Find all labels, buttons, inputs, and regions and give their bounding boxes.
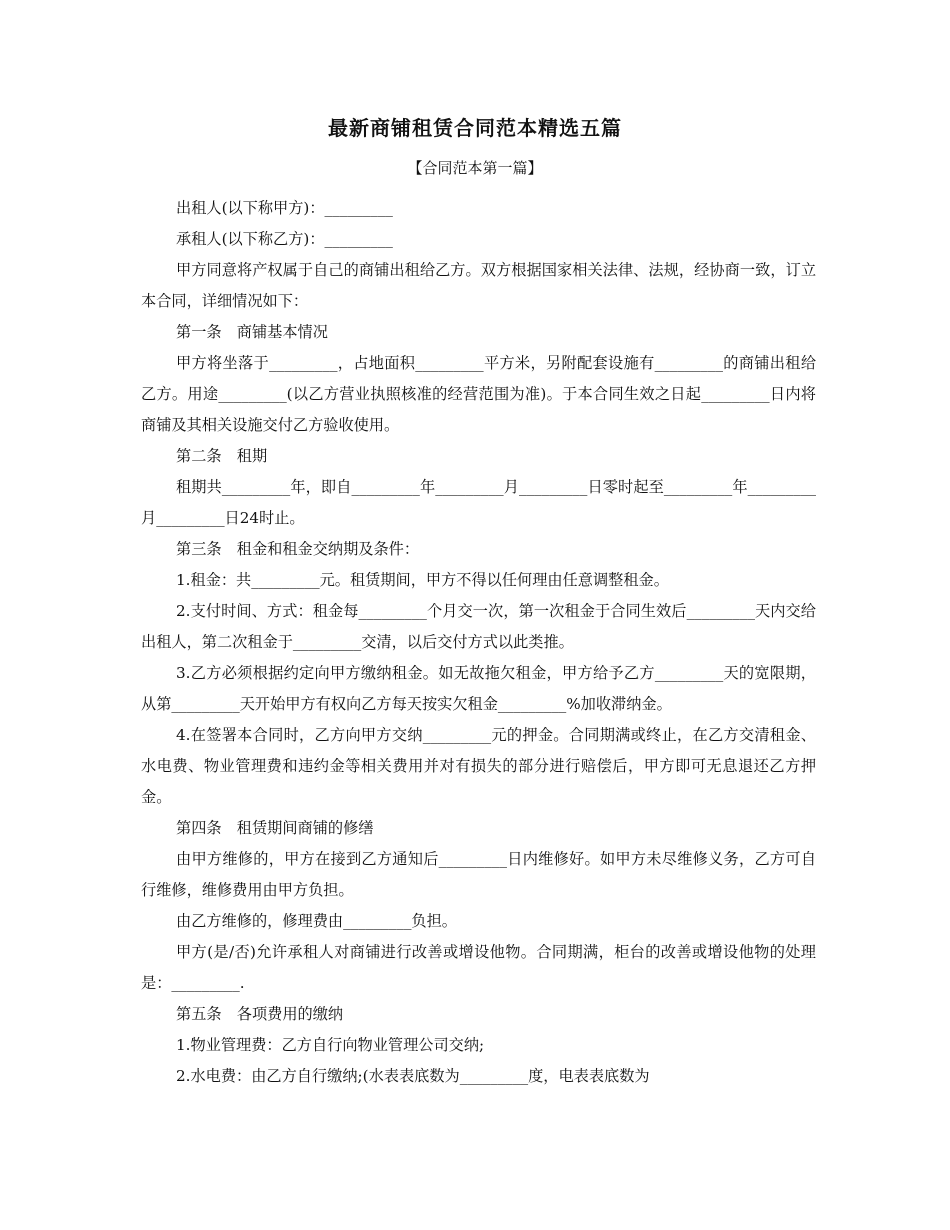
paragraph: 2.水电费：由乙方自行缴纳;(水表表底数为_________度，电表表底数为 (176, 1067, 650, 1085)
document-body (141, 193, 816, 1092)
section-heading: 第二条 租期 (176, 447, 268, 465)
section-heading: 第一条 商铺基本情况 (176, 323, 328, 341)
document-title: 最新商铺租赁合同范本精选五篇 (328, 116, 622, 140)
paragraph: 2.支付时间、方式：租金每_________个月交一次，第一次租金于合同生效后_________天内交给出租人，第二次租金于_________交清，以后交付方式以此类推。 (141, 602, 816, 651)
paragraph: 甲方(是/否)允许承租人对商铺进行改善或增设他物。合同期满，柜台的改善或增设他物的处理是：_________. (141, 943, 816, 992)
paragraph: 由甲方维修的，甲方在接到乙方通知后_________日内维修好。如甲方未尽维修义务，乙方可自行维修，维修费用由甲方负担。 (141, 850, 816, 899)
paragraph: 3.乙方必须根据约定向甲方缴纳租金。如无故拖欠租金，甲方给予乙方_________天的宽限期，从第_________天开始甲方有权向乙方每天按实欠租金_________%加收滞纳金。 (141, 664, 816, 713)
document-subtitle: 【合同范本第一篇】 (407, 159, 543, 177)
paragraph: 1.租金：共_________元。租赁期间，甲方不得以任何理由任意调整租金。 (176, 571, 669, 589)
section-heading: 第四条 租赁期间商铺的修缮 (176, 819, 374, 837)
paragraph: 甲方同意将产权属于自己的商铺出租给乙方。双方根据国家相关法律、法规，经协商一致，订立本合同，详细情况如下： (141, 261, 816, 310)
paragraph: 4.在签署本合同时，乙方向甲方交纳_________元的押金。合同期满或终止，在乙方交清租金、水电费、物业管理费和违约金等相关费用并对有损失的部分进行赔偿后，甲方即可无息退还乙方押金。 (141, 726, 816, 806)
paragraph: 由乙方维修的，修理费由_________负担。 (176, 912, 457, 930)
section-heading: 第三条 租金和租金交纳期及条件： (176, 540, 419, 558)
paragraph: 甲方将坐落于_________，占地面积_________平方米，另附配套设施有_________的商铺出租给乙方。用途_________(以乙方营业执照核准的经营范围为准)。于本合同生效之日起_________日内将商铺及其相关设施交付乙方验收使用。 (141, 354, 816, 434)
paragraph: 租期共_________年，即自_________年_________月_________日零时起至_________年_________月_________日24时止。 (141, 478, 816, 527)
paragraph: 出租人(以下称甲方)：_________ (176, 199, 393, 217)
section-heading: 第五条 各项费用的缴纳 (176, 1005, 344, 1023)
paragraph: 1.物业管理费：乙方自行向物业管理公司交纳; (176, 1036, 485, 1054)
paragraph: 承租人(以下称乙方)：_________ (176, 230, 393, 248)
